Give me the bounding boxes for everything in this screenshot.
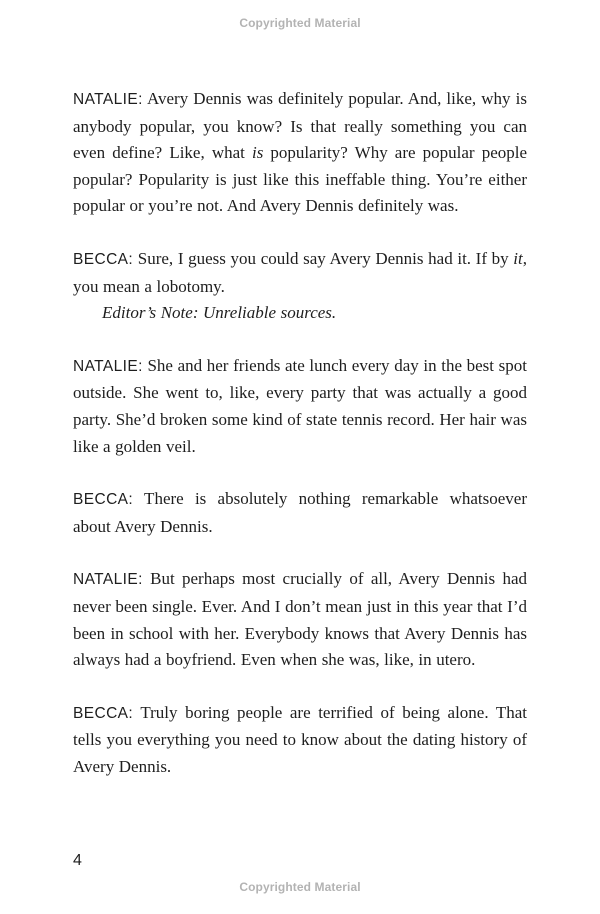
paragraph-text: She and her friends ate lunch every day in the best spot outside. She went to, like, every party that was actually a good party. She’d broken some kind of state tennis record. Her hair was like a golden veil. (73, 355, 527, 456)
paragraph-text-continued: , you mean a lobotomy. (73, 248, 527, 296)
dialogue-paragraph (73, 86, 527, 220)
paragraph-text: Truly boring people are terrified of being alone. That tells you everything you need to know about the dating history of Avery Dennis. (73, 702, 527, 776)
speaker-label: NATALIE: (73, 91, 143, 108)
paragraph-text: But perhaps most crucially of all, Avery Dennis had never been single. Ever. And I don’t mean just in this year that I’d been in school with her. Everybody knows that Avery Dennis has always had a boyfriend. Even when she was, like, in utero. (73, 569, 527, 670)
speaker-label: BECCA: (73, 704, 134, 722)
emphasis-text: is (251, 143, 264, 163)
copyright-watermark-top: Copyrighted Material (239, 16, 361, 30)
dialogue-paragraph (73, 566, 527, 673)
speaker-label: NATALIE: (73, 571, 143, 589)
paragraph-text: There is absolutely nothing remarkable whatsoever about Avery Dennis. (73, 489, 527, 536)
speaker-label: NATALIE: (73, 357, 143, 375)
page-number: 4 (73, 852, 82, 869)
dialogue-paragraph (73, 246, 527, 327)
emphasis-text: it (513, 248, 523, 268)
dialogue-paragraph (73, 486, 527, 540)
speaker-label: BECCA: (73, 491, 134, 509)
paragraph-text-continued: popularity? Why are popular people popular? Popularity is just like this ineffable thing. You’re either popular or you’re not. And Avery Dennis definitely was. (73, 143, 528, 216)
copyright-watermark-bottom: Copyrighted Material (239, 880, 361, 894)
dialogue-paragraph (73, 353, 527, 460)
paragraph-text: Avery Dennis was definitely popular. And, like, why is anybody popular, you know? Is that really something you can even define? Like, what (73, 89, 527, 163)
editors-note: Editor’s Note: Unreliable sources. (102, 303, 337, 323)
dialogue-paragraph (73, 700, 527, 781)
paragraph-text: Sure, I guess you could say Avery Dennis had it. If by (133, 248, 514, 268)
speaker-label: BECCA: (73, 250, 134, 268)
book-page-body (73, 86, 527, 806)
